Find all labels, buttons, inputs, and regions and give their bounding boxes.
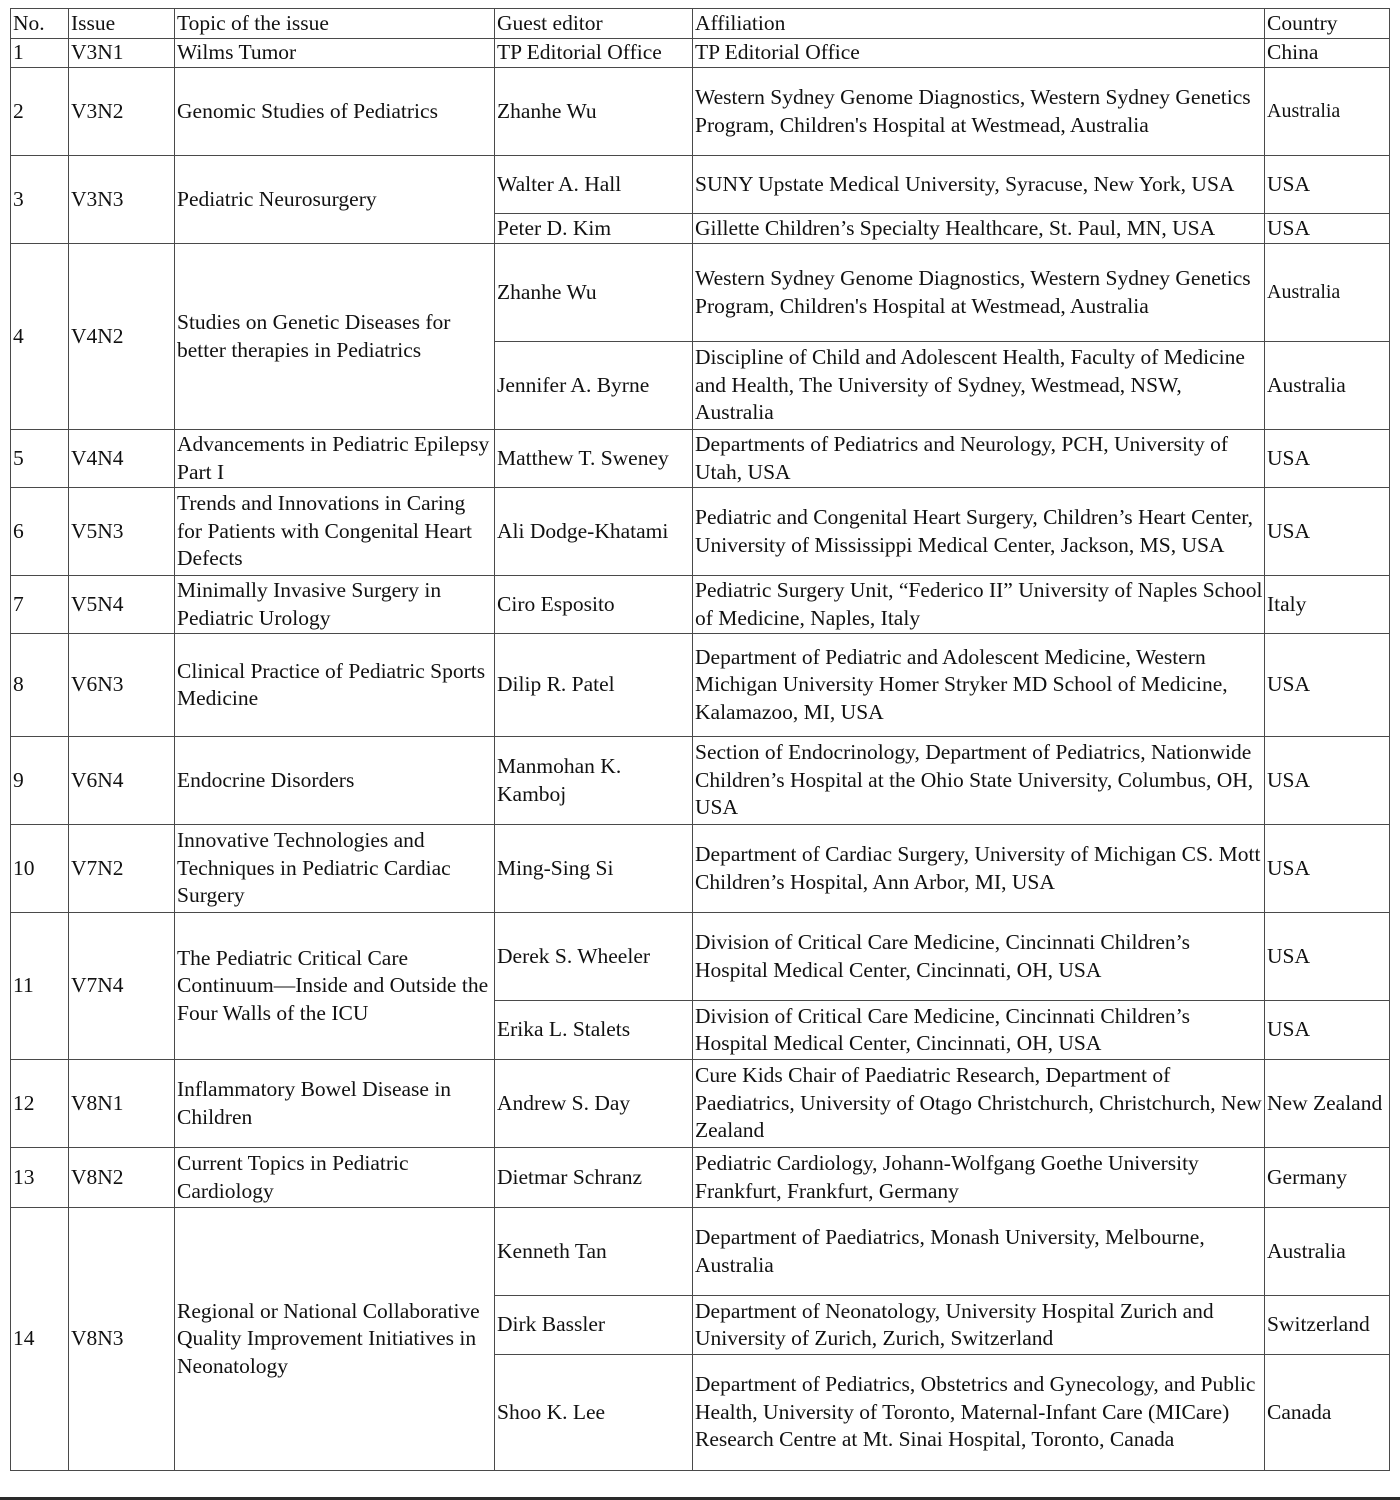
cell-no: 10 xyxy=(11,825,69,913)
cell-no: 8 xyxy=(11,634,69,737)
cell-country: Canada xyxy=(1265,1355,1390,1471)
cell-country: USA xyxy=(1265,913,1390,1001)
cell-country: Germany xyxy=(1265,1148,1390,1208)
header-country: Country xyxy=(1265,9,1390,39)
table-row xyxy=(11,1148,1390,1208)
table-row xyxy=(11,39,1390,68)
cell-topic: The Pediatric Critical Care Continuum—Inside and Outside the Four Walls of the ICU xyxy=(175,913,495,1060)
cell-affiliation: Section of Endocrinology, Department of Pediatrics, Nationwide Children’s Hospital at the Ohio State University, Columbus, OH, USA xyxy=(693,737,1265,825)
cell-guest-editor: Derek S. Wheeler xyxy=(495,913,693,1001)
cell-issue: V6N4 xyxy=(69,737,175,825)
cell-topic: Genomic Studies of Pediatrics xyxy=(175,68,495,156)
cell-no: 5 xyxy=(11,430,69,488)
cell-affiliation: Departments of Pediatrics and Neurology, PCH, University of Utah, USA xyxy=(693,430,1265,488)
cell-no: 14 xyxy=(11,1208,69,1471)
cell-country: USA xyxy=(1265,1001,1390,1060)
cell-guest-editor: Matthew T. Sweney xyxy=(495,430,693,488)
cell-affiliation: Department of Paediatrics, Monash University, Melbourne, Australia xyxy=(693,1208,1265,1296)
cell-guest-editor: Ali Dodge-Khatami xyxy=(495,488,693,576)
cell-no: 9 xyxy=(11,737,69,825)
cell-guest-editor: Erika L. Stalets xyxy=(495,1001,693,1060)
cell-affiliation: Pediatric and Congenital Heart Surgery, Children’s Heart Center, University of Mississippi Medical Center, Jackson, MS, USA xyxy=(693,488,1265,576)
cell-topic: Trends and Innovations in Caring for Patients with Congenital Heart Defects xyxy=(175,488,495,576)
cell-affiliation: TP Editorial Office xyxy=(693,39,1265,68)
cell-country: USA xyxy=(1265,737,1390,825)
cell-affiliation: Division of Critical Care Medicine, Cincinnati Children’s Hospital Medical Center, Cincinnati, OH, USA xyxy=(693,1001,1265,1060)
table-row xyxy=(11,488,1390,576)
cell-no: 2 xyxy=(11,68,69,156)
table-row xyxy=(11,244,1390,342)
table-row xyxy=(11,576,1390,634)
cell-no: 12 xyxy=(11,1060,69,1148)
cell-guest-editor: TP Editorial Office xyxy=(495,39,693,68)
cell-topic: Pediatric Neurosurgery xyxy=(175,156,495,244)
cell-affiliation: Department of Cardiac Surgery, University of Michigan CS. Mott Children’s Hospital, Ann Arbor, MI, USA xyxy=(693,825,1265,913)
table-row xyxy=(11,68,1390,156)
cell-country: USA xyxy=(1265,430,1390,488)
cell-guest-editor: Walter A. Hall xyxy=(495,156,693,214)
cell-affiliation: SUNY Upstate Medical University, Syracuse, New York, USA xyxy=(693,156,1265,214)
cell-country: USA xyxy=(1265,634,1390,737)
cell-issue: V3N1 xyxy=(69,39,175,68)
table-row xyxy=(11,156,1390,214)
cell-issue: V3N2 xyxy=(69,68,175,156)
cell-no: 1 xyxy=(11,39,69,68)
cell-affiliation: Western Sydney Genome Diagnostics, Western Sydney Genetics Program, Children's Hospital at Westmead, Australia xyxy=(693,244,1265,342)
header-row xyxy=(11,9,1390,39)
cell-no: 4 xyxy=(11,244,69,430)
cell-issue: V7N2 xyxy=(69,825,175,913)
cell-country: Australia xyxy=(1265,68,1390,156)
cell-country: USA xyxy=(1265,156,1390,214)
table-row xyxy=(11,1208,1390,1296)
cell-country: New Zealand xyxy=(1265,1060,1390,1148)
cell-guest-editor: Dilip R. Patel xyxy=(495,634,693,737)
cell-affiliation: Department of Pediatric and Adolescent Medicine, Western Michigan University Homer Stryker MD School of Medicine, Kalamazoo, MI, USA xyxy=(693,634,1265,737)
cell-issue: V8N1 xyxy=(69,1060,175,1148)
cell-guest-editor: Ming-Sing Si xyxy=(495,825,693,913)
cell-topic: Advancements in Pediatric Epilepsy Part I xyxy=(175,430,495,488)
header-no: No. xyxy=(11,9,69,39)
cell-country: Switzerland xyxy=(1265,1296,1390,1355)
cell-affiliation: Gillette Children’s Specialty Healthcare, St. Paul, MN, USA xyxy=(693,214,1265,244)
cell-no: 13 xyxy=(11,1148,69,1208)
cell-issue: V5N3 xyxy=(69,488,175,576)
cell-country: USA xyxy=(1265,825,1390,913)
cell-affiliation: Western Sydney Genome Diagnostics, Western Sydney Genetics Program, Children's Hospital at Westmead, Australia xyxy=(693,68,1265,156)
cell-issue: V6N3 xyxy=(69,634,175,737)
cell-guest-editor: Manmohan K. Kamboj xyxy=(495,737,693,825)
cell-guest-editor: Zhanhe Wu xyxy=(495,244,693,342)
table-row xyxy=(11,634,1390,737)
cell-no: 3 xyxy=(11,156,69,244)
cell-topic: Regional or National Collaborative Quality Improvement Initiatives in Neonatology xyxy=(175,1208,495,1471)
cell-guest-editor: Ciro Esposito xyxy=(495,576,693,634)
table-row xyxy=(11,1060,1390,1148)
cell-no: 6 xyxy=(11,488,69,576)
cell-issue: V7N4 xyxy=(69,913,175,1060)
table-body xyxy=(11,39,1390,1471)
cell-country: China xyxy=(1265,39,1390,68)
cell-affiliation: Department of Neonatology, University Hospital Zurich and University of Zurich, Zurich, Switzerland xyxy=(693,1296,1265,1355)
cell-guest-editor: Andrew S. Day xyxy=(495,1060,693,1148)
cell-topic: Endocrine Disorders xyxy=(175,737,495,825)
cell-affiliation: Discipline of Child and Adolescent Health, Faculty of Medicine and Health, The University of Sydney, Westmead, NSW, Australia xyxy=(693,342,1265,430)
cell-topic: Minimally Invasive Surgery in Pediatric Urology xyxy=(175,576,495,634)
cell-affiliation: Division of Critical Care Medicine, Cincinnati Children’s Hospital Medical Center, Cincinnati, OH, USA xyxy=(693,913,1265,1001)
header-affiliation: Affiliation xyxy=(693,9,1265,39)
cell-issue: V4N2 xyxy=(69,244,175,430)
cell-affiliation: Department of Pediatrics, Obstetrics and Gynecology, and Public Health, University of Toronto, Maternal-Infant Care (MICare) Research Centre at Mt. Sinai Hospital, Toronto, Canada xyxy=(693,1355,1265,1471)
header-guest-editor: Guest editor xyxy=(495,9,693,39)
header-issue: Issue xyxy=(69,9,175,39)
cell-guest-editor: Zhanhe Wu xyxy=(495,68,693,156)
cell-affiliation: Pediatric Surgery Unit, “Federico II” University of Naples School of Medicine, Naples, Italy xyxy=(693,576,1265,634)
cell-topic: Wilms Tumor xyxy=(175,39,495,68)
cell-issue: V4N4 xyxy=(69,430,175,488)
cell-country: Australia xyxy=(1265,342,1390,430)
table-row xyxy=(11,913,1390,1001)
cell-guest-editor: Dietmar Schranz xyxy=(495,1148,693,1208)
cell-guest-editor: Kenneth Tan xyxy=(495,1208,693,1296)
table-row xyxy=(11,737,1390,825)
cell-country: Australia xyxy=(1265,1208,1390,1296)
header-topic: Topic of the issue xyxy=(175,9,495,39)
cell-guest-editor: Peter D. Kim xyxy=(495,214,693,244)
cell-country: USA xyxy=(1265,214,1390,244)
cell-guest-editor: Jennifer A. Byrne xyxy=(495,342,693,430)
cell-no: 11 xyxy=(11,913,69,1060)
cell-no: 7 xyxy=(11,576,69,634)
special-issues-table xyxy=(10,8,1390,1471)
table-row xyxy=(11,825,1390,913)
table-row xyxy=(11,430,1390,488)
cell-guest-editor: Dirk Bassler xyxy=(495,1296,693,1355)
cell-guest-editor: Shoo K. Lee xyxy=(495,1355,693,1471)
cell-topic: Innovative Technologies and Techniques in Pediatric Cardiac Surgery xyxy=(175,825,495,913)
cell-country: Italy xyxy=(1265,576,1390,634)
cell-topic: Inflammatory Bowel Disease in Children xyxy=(175,1060,495,1148)
cell-topic: Clinical Practice of Pediatric Sports Medicine xyxy=(175,634,495,737)
cell-topic: Current Topics in Pediatric Cardiology xyxy=(175,1148,495,1208)
cell-affiliation: Cure Kids Chair of Paediatric Research, Department of Paediatrics, University of Otago Christchurch, Christchurch, New Zealand xyxy=(693,1060,1265,1148)
cell-topic: Studies on Genetic Diseases for better therapies in Pediatrics xyxy=(175,244,495,430)
cell-country: Australia xyxy=(1265,244,1390,342)
cell-issue: V8N3 xyxy=(69,1208,175,1471)
cell-country: USA xyxy=(1265,488,1390,576)
cell-issue: V8N2 xyxy=(69,1148,175,1208)
cell-affiliation: Pediatric Cardiology, Johann-Wolfgang Goethe University Frankfurt, Frankfurt, Germany xyxy=(693,1148,1265,1208)
cell-issue: V5N4 xyxy=(69,576,175,634)
cell-issue: V3N3 xyxy=(69,156,175,244)
